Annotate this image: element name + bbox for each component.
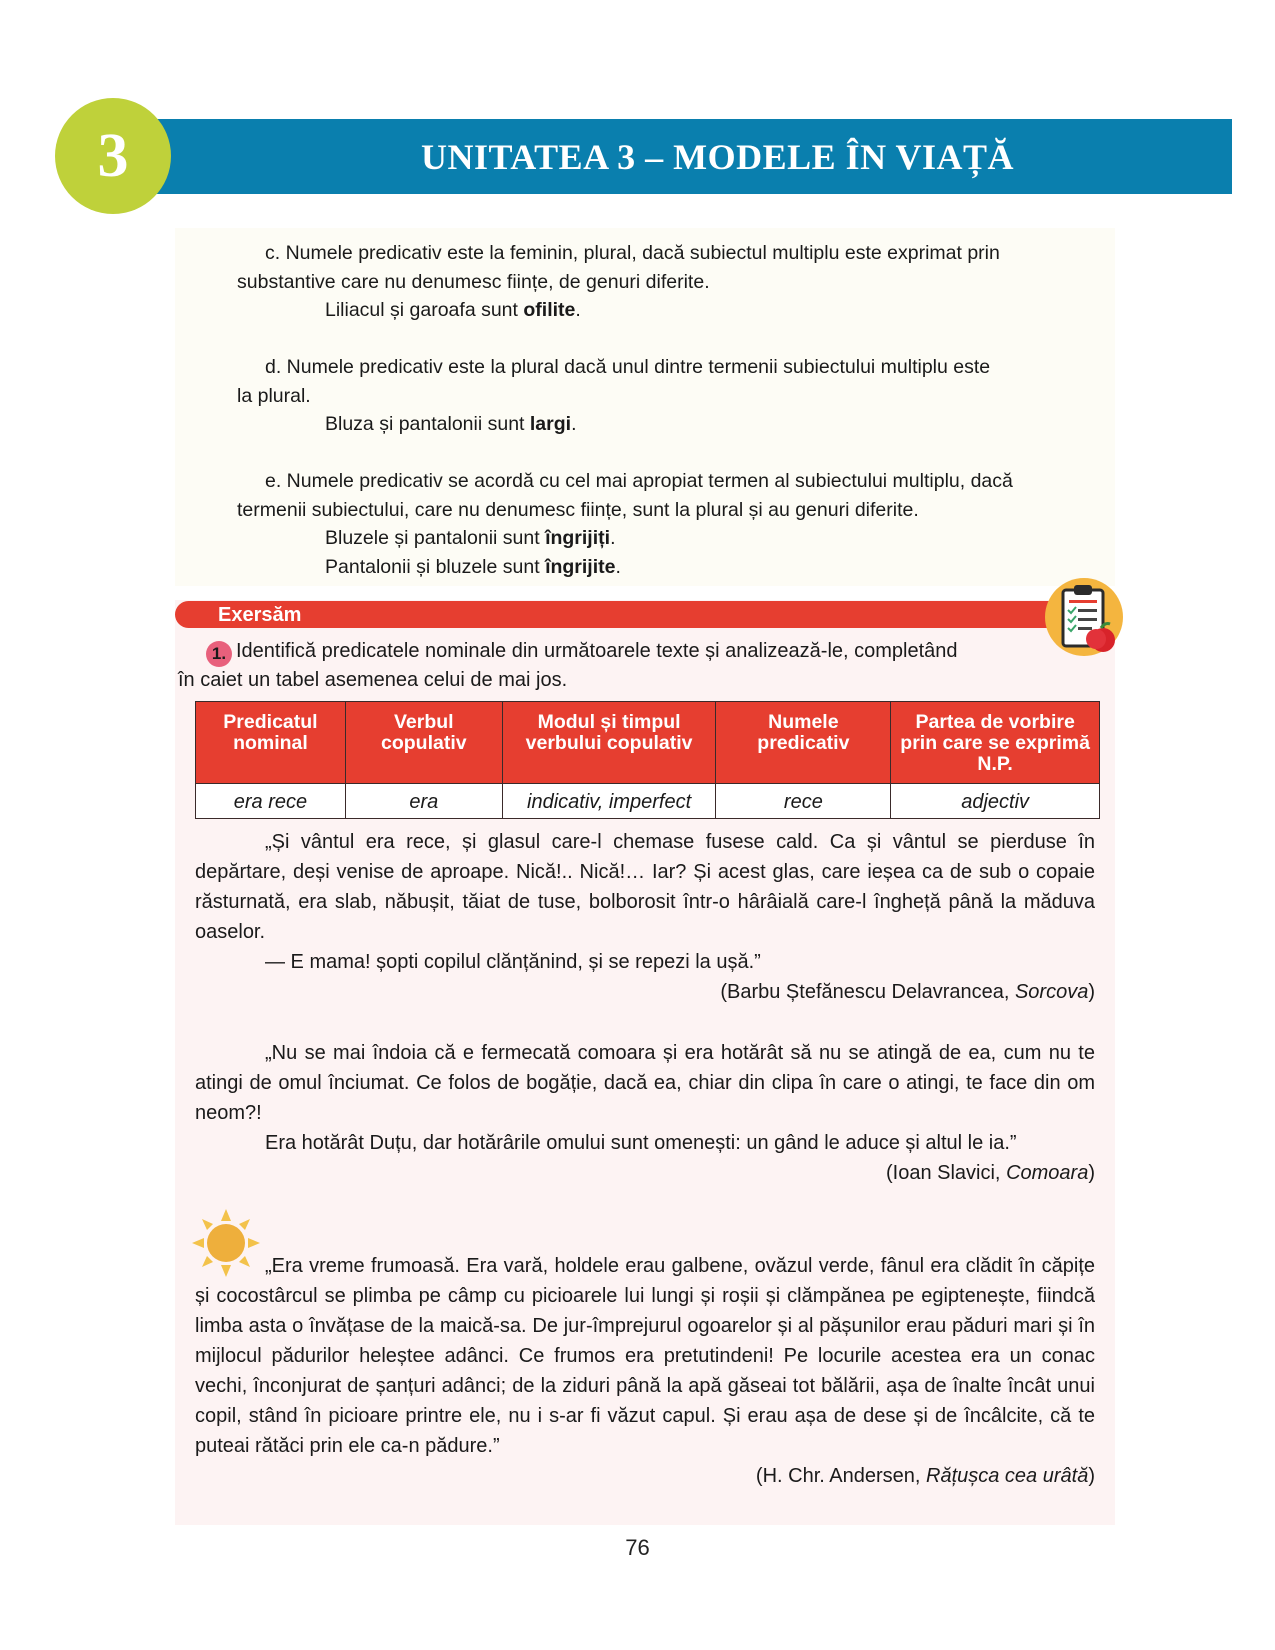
question-1 <box>178 637 1058 695</box>
rule-c <box>237 239 1107 325</box>
citation-work: Rățușca cea urâtă <box>926 1465 1089 1487</box>
rule-c-line2: substantive care nu denumesc ființe, de genuri diferite. <box>237 270 710 293</box>
table-header-row <box>196 702 1100 784</box>
question-number-badge: 1. <box>206 641 232 667</box>
table-header-cell: Partea de vorbire prin care se exprimă N.P. <box>891 702 1100 784</box>
passage-andersen <box>195 1251 1095 1491</box>
example-highlight: îngrijiți <box>545 527 611 549</box>
question-line-1: Identifică predicatele nominale din următoarele texte și analizează-le, completând <box>236 640 958 662</box>
table-cell: rece <box>716 784 891 819</box>
passage-paragraph: „Și vântul era rece, și glasul care-l chemase fusese cald. Ca și vântul se pierduse în depărtare, deși venise de aproape. Nică!.. Nică!… Iar? Și acest glas, care ieșea ca de sub o copaie răsturnată, era slab, năbușit, tăiat de tuse, bolborosit într-o hârâială care-l îngheță până la măduva oaselor. <box>195 831 1095 943</box>
unit-number-badge: 3 <box>55 98 171 214</box>
question-line-2: în caiet un tabel asemenea celui de mai jos. <box>178 669 568 691</box>
exercise-header-bar <box>175 601 1055 628</box>
example-punct: . <box>610 527 616 549</box>
example-text: Bluzele și pantalonii sunt <box>325 527 546 549</box>
citation-end: ) <box>1088 1162 1095 1184</box>
citation-work: Sorcova <box>1014 981 1089 1003</box>
example-text: Liliacul și garoafa sunt <box>325 299 524 321</box>
rule-d-example <box>237 410 1107 439</box>
table-cell: indicativ, imperfect <box>502 784 716 819</box>
example-punct: . <box>615 555 621 578</box>
example-highlight: largi <box>529 413 572 435</box>
citation-author: (Barbu Ștefănescu Delavrancea, <box>720 981 1015 1003</box>
table-row <box>196 784 1100 819</box>
rule-e-line1: e. Numele predicativ se acordă cu cel mai apropiat termen al subiectului multiplu, dacă <box>265 470 1013 492</box>
rule-e-line2: termenii subiectului, care nu denumesc ființe, sunt la plural și au genuri diferite. <box>237 498 919 521</box>
example-text: Bluza și pantalonii sunt <box>325 413 530 435</box>
rule-d <box>237 353 1107 439</box>
passage-slavici <box>195 1038 1095 1188</box>
passage-citation <box>195 1158 1095 1188</box>
exercise-section-label: Exersăm <box>218 604 302 626</box>
passage-citation <box>195 1461 1095 1491</box>
citation-author: (H. Chr. Andersen, <box>755 1465 926 1487</box>
example-highlight: îngrijite <box>545 555 616 578</box>
citation-end: ) <box>1088 1465 1095 1487</box>
table-header-cell: Verbul copulativ <box>345 702 502 784</box>
rule-e-example-2 <box>237 553 1107 582</box>
citation-author: (Ioan Slavici, <box>886 1162 1007 1184</box>
example-punct: . <box>571 413 577 435</box>
example-text: Pantalonii și bluzele sunt <box>325 555 546 578</box>
analysis-table <box>195 701 1100 819</box>
table-cell: era <box>345 784 502 819</box>
passage-delavrancea <box>195 827 1095 1007</box>
rule-e <box>237 467 1107 581</box>
page-number: 76 <box>625 1535 650 1560</box>
rule-d-line2: la plural. <box>237 384 311 407</box>
example-highlight: ofilite <box>523 299 576 321</box>
unit-title: UNITATEA 3 – MODELE ÎN VIAȚĂ <box>420 136 1015 177</box>
table-cell: adjectiv <box>891 784 1100 819</box>
rule-d-line1: d. Numele predicativ este la plural dacă unul dintre termenii subiectului multiplu este <box>265 356 991 378</box>
passage-citation <box>195 977 1095 1007</box>
rule-c-example <box>237 296 1107 325</box>
citation-end: ) <box>1088 981 1095 1003</box>
grammar-rules-box <box>175 228 1115 586</box>
passage-paragraph: „Era vreme frumoasă. Era vară, holdele erau galbene, ovăzul verde, fânul era clădit în căpițe și cocostârcul se plimba pe câmp cu picioarele lui lungi și roșii și clămpănea pe egiptenește, fiindcă limba asta o învățase de la maică-sa. De jur-împrejurul ogoarelor și al pășunilor erau păduri mari și în mijlocul pădurilor heleștee adânci. Ce frumos era pretutindeni! Pe locurile acestea era un conac vechi, înconjurat de șanțuri adânci; de la ziduri până la apă găseai tot bălării, așa de înalte încât unui copil, stând în picioare printre ele, nu i s-ar fi văzut capul. Și erau așa de dese și de încâlcite, că te puteai rătăci prin ele ca-n pădure.” <box>195 1255 1095 1457</box>
passage-paragraph: — E mama! șopti copilul clănțănind, și se repezi la ușă.” <box>265 951 761 973</box>
table-header-cell: Modul și timpul verbului copulativ <box>502 702 716 784</box>
rule-e-example-1 <box>237 524 1107 553</box>
passage-paragraph: Era hotărât Duțu, dar hotărârile omului sunt omenești: un gând le aduce și altul le ia.” <box>265 1132 1017 1154</box>
example-punct: . <box>575 299 581 321</box>
table-cell: era rece <box>196 784 346 819</box>
rule-c-line1: c. Numele predicativ este la feminin, plural, dacă subiectul multiplu este exprimat prin <box>265 242 1000 264</box>
table-header-cell: Numele predicativ <box>716 702 891 784</box>
citation-work: Comoara <box>1006 1162 1089 1184</box>
table-header-cell: Predicatul nominal <box>196 702 346 784</box>
passage-paragraph: „Nu se mai îndoia că e fermecată comoara și era hotărât să nu se atingă de ea, cum nu te atingi de omul înciumat. Ce folos de bogăție, dacă ea, chiar din clipa în care o atingi, te face din om neom?! <box>195 1042 1095 1124</box>
